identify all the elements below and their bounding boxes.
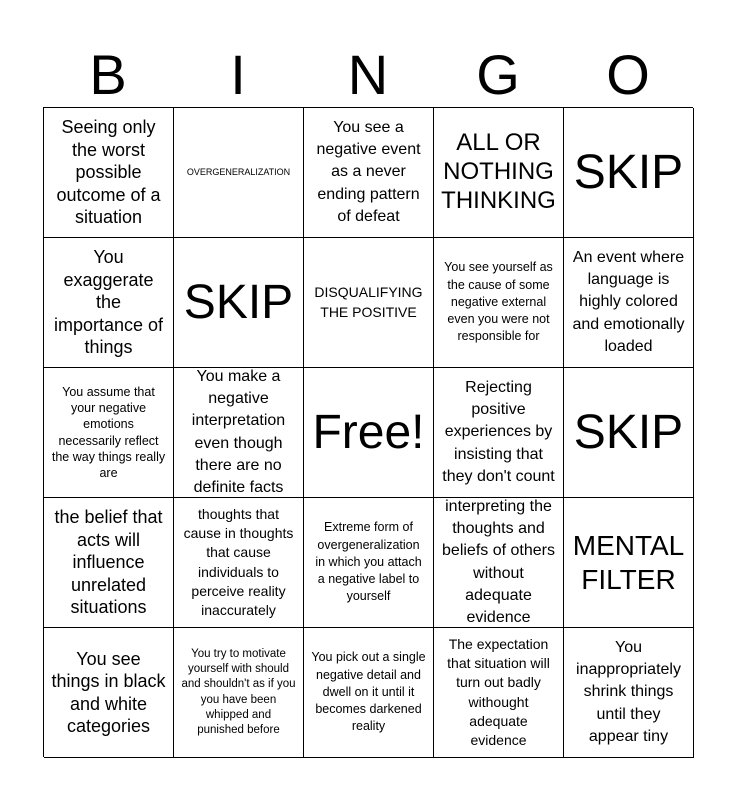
bingo-cell-r4c3[interactable]: Extreme form of overgeneralization in which you attach a negative label to yourself bbox=[304, 498, 434, 628]
header-letter-o: O bbox=[606, 43, 650, 106]
bingo-cell-r3c4[interactable]: Rejecting positive experiences by insisting that they don't count bbox=[434, 368, 564, 498]
bingo-cell-r1c4[interactable]: ALL OR NOTHING THINKING bbox=[434, 108, 564, 238]
header-letter-n: N bbox=[347, 43, 389, 106]
header-letter-i: I bbox=[230, 43, 246, 106]
header-letter-g: G bbox=[476, 43, 520, 106]
bingo-cell-r3c2[interactable]: You make a negative interpretation even though there are no definite facts bbox=[174, 368, 304, 498]
bingo-cell-r2c5[interactable]: An event where language is highly colored and emotionally loaded bbox=[564, 238, 694, 368]
bingo-cell-r1c1[interactable]: Seeing only the worst possible outcome of a situation bbox=[44, 108, 174, 238]
bingo-cell-r1c2[interactable]: OVERGENERALIZATION bbox=[174, 108, 304, 238]
bingo-cell-r4c1[interactable]: the belief that acts will influence unrelated situations bbox=[44, 498, 174, 628]
bingo-cell-r4c2[interactable]: thoughts that cause in thoughts that cause individuals to perceive reality inaccurately bbox=[174, 498, 304, 628]
bingo-cell-r2c3[interactable]: DISQUALIFYING THE POSITIVE bbox=[304, 238, 434, 368]
bingo-cell-r5c1[interactable]: You see things in black and white categories bbox=[44, 628, 174, 758]
bingo-cell-r5c5[interactable]: You inappropriately shrink things until they appear tiny bbox=[564, 628, 694, 758]
bingo-cell-r2c2[interactable]: SKIP bbox=[174, 238, 304, 368]
bingo-cell-r5c2[interactable]: You try to motivate yourself with should and shouldn't as if you you have been whipped and punished before bbox=[174, 628, 304, 758]
header-letter-b: B bbox=[89, 43, 127, 106]
bingo-cell-r1c3[interactable]: You see a negative event as a never ending pattern of defeat bbox=[304, 108, 434, 238]
bingo-cell-r3c5[interactable]: SKIP bbox=[564, 368, 694, 498]
bingo-cell-r2c1[interactable]: You exaggerate the importance of things bbox=[44, 238, 174, 368]
bingo-board bbox=[43, 107, 693, 757]
bingo-cell-r3c1[interactable]: You assume that your negative emotions necessarily reflect the way things really are bbox=[44, 368, 174, 498]
bingo-header bbox=[43, 44, 693, 106]
bingo-cell-r1c5[interactable]: SKIP bbox=[564, 108, 694, 238]
bingo-cell-r4c4[interactable]: interpreting the thoughts and beliefs of others without adequate evidence bbox=[434, 498, 564, 628]
bingo-cell-r4c5[interactable]: MENTAL FILTER bbox=[564, 498, 694, 628]
bingo-cell-free[interactable]: Free! bbox=[304, 368, 434, 498]
bingo-cell-r5c4[interactable]: The expectation that situation will turn out badly withought adequate evidence bbox=[434, 628, 564, 758]
bingo-cell-r2c4[interactable]: You see yourself as the cause of some negative external even you were not responsible for bbox=[434, 238, 564, 368]
bingo-cell-r5c3[interactable]: You pick out a single negative detail and dwell on it until it becomes darkened reality bbox=[304, 628, 434, 758]
